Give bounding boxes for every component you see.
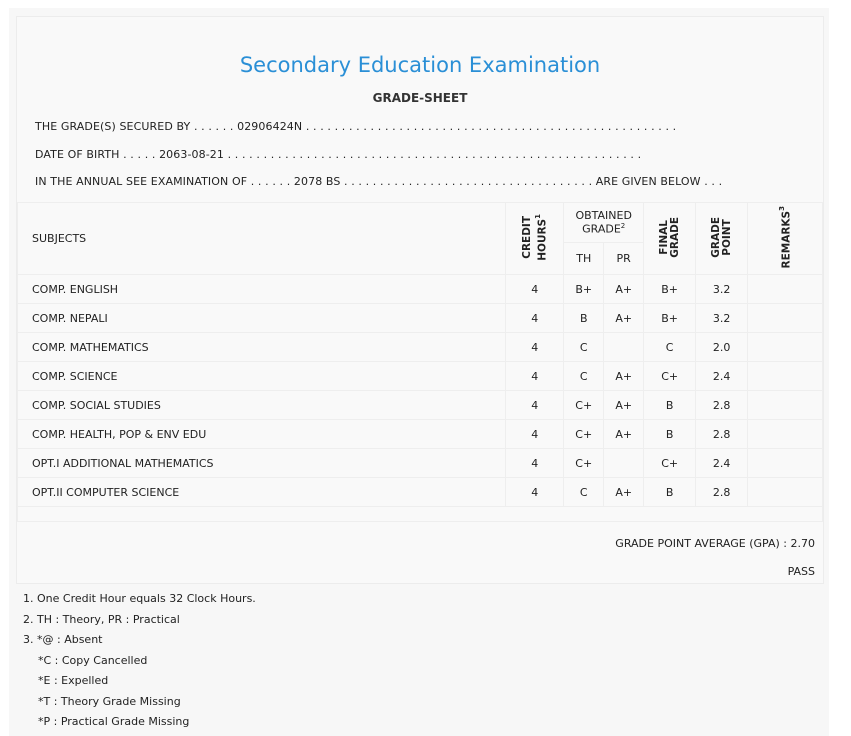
header-remarks: REMARKS$^3$ <box>748 203 823 275</box>
subject-cell: OPT.II COMPUTER SCIENCE <box>18 478 506 507</box>
theory-grade-cell: C+ <box>564 420 604 449</box>
credit-hours-cell: 4 <box>506 275 564 304</box>
subject-cell: COMP. SCIENCE <box>18 362 506 391</box>
subject-cell: COMP. MATHEMATICS <box>18 333 506 362</box>
footnote-item: *C : Copy Cancelled <box>38 653 148 667</box>
table-row <box>18 275 823 304</box>
credit-hours-cell: 4 <box>506 333 564 362</box>
remarks-cell <box>748 304 823 333</box>
subject-cell: COMP. NEPALI <box>18 304 506 333</box>
grade-point-cell: 2.8 <box>696 420 748 449</box>
grade-point-cell: 2.8 <box>696 391 748 420</box>
table-row <box>18 333 823 362</box>
practical-grade-cell <box>604 333 644 362</box>
secured-by-line: THE GRADE(S) SECURED BY . . . . . . 02906424N . . . . . . . . . . . . . . . . . . . . . . . . . . . . . . . . . . . . . . . . . . . . . . . . . . . . <box>35 120 677 133</box>
subject-cell: OPT.I ADDITIONAL MATHEMATICS <box>18 449 506 478</box>
exam-title: Secondary Education Examination <box>239 53 601 77</box>
result-status: PASS <box>787 565 815 578</box>
grade-sheet <box>9 8 829 736</box>
theory-grade-cell: B+ <box>564 275 604 304</box>
practical-grade-cell: A+ <box>604 391 644 420</box>
final-grade-cell: B <box>644 478 696 507</box>
theory-grade-cell: C <box>564 333 604 362</box>
remarks-cell <box>748 478 823 507</box>
final-grade-cell: C+ <box>644 449 696 478</box>
final-grade-cell: B <box>644 391 696 420</box>
remarks-cell <box>748 275 823 304</box>
final-grade-cell: B <box>644 420 696 449</box>
table-row <box>18 304 823 333</box>
grade-point-cell: 3.2 <box>696 275 748 304</box>
footnote-item: 1. One Credit Hour equals 32 Clock Hours. <box>23 592 256 605</box>
final-grade-cell: B+ <box>644 275 696 304</box>
grade-point-cell: 2.8 <box>696 478 748 507</box>
remarks-cell <box>748 333 823 362</box>
remarks-cell <box>748 362 823 391</box>
grade-point-cell: 2.4 <box>696 449 748 478</box>
practical-grade-cell: A+ <box>604 304 644 333</box>
header-pr: PR <box>604 243 644 275</box>
sheet-subtitle: GRADE-SHEET <box>372 91 468 105</box>
grade-point-cell: 3.2 <box>696 304 748 333</box>
practical-grade-cell <box>604 449 644 478</box>
subject-cell: COMP. SOCIAL STUDIES <box>18 391 506 420</box>
table-row <box>18 420 823 449</box>
theory-grade-cell: C <box>564 362 604 391</box>
footnote-item: *T : Theory Grade Missing <box>38 694 181 708</box>
credit-hours-cell: 4 <box>506 449 564 478</box>
remarks-cell <box>748 391 823 420</box>
credit-hours-cell: 4 <box>506 304 564 333</box>
header-subjects: SUBJECTS <box>18 203 506 275</box>
footnote-item: 2. TH : Theory, PR : Practical <box>23 612 180 626</box>
grade-point-cell: 2.4 <box>696 362 748 391</box>
table-row <box>18 362 823 391</box>
date-of-birth-line: DATE OF BIRTH . . . . . 2063-08-21 . . . . . . . . . . . . . . . . . . . . . . . . . . . . . . . . . . . . . . . . . . . . . . . . . . . . . . . . . . <box>35 148 642 161</box>
credit-hours-cell: 4 <box>506 478 564 507</box>
header-grade-point: GRADE POINT <box>696 203 748 275</box>
theory-grade-cell: C+ <box>564 449 604 478</box>
remarks-cell <box>748 449 823 478</box>
final-grade-cell: C+ <box>644 362 696 391</box>
examination-line: IN THE ANNUAL SEE EXAMINATION OF . . . . . . 2078 BS . . . . . . . . . . . . . . . . . . . . . . . . . . . . . . . . . . . ARE GIVEN BELOW . . . <box>35 175 723 188</box>
practical-grade-cell: A+ <box>604 420 644 449</box>
header-final-grade: FINAL GRADE <box>644 203 696 275</box>
grade-point-cell: 2.0 <box>696 333 748 362</box>
theory-grade-cell: B <box>564 304 604 333</box>
practical-grade-cell: A+ <box>604 362 644 391</box>
footnote-item: 3. *@ : Absent <box>23 633 103 646</box>
theory-grade-cell: C <box>564 478 604 507</box>
grades-table <box>17 202 823 522</box>
footnote-item: *P : Practical Grade Missing <box>38 715 190 728</box>
gpa-summary: GRADE POINT AVERAGE (GPA) : 2.70 <box>615 537 815 550</box>
footnote-item: *E : Expelled <box>38 674 109 687</box>
theory-grade-cell: C+ <box>564 391 604 420</box>
final-grade-cell: C <box>644 333 696 362</box>
subject-cell: COMP. HEALTH, POP & ENV EDU <box>18 420 506 449</box>
table-row <box>18 391 823 420</box>
header-credit-hours: CREDIT HOURS$^1$ <box>506 203 564 275</box>
header-obtained-grade: OBTAINED GRADE$^2$ <box>564 203 644 243</box>
practical-grade-cell: A+ <box>604 275 644 304</box>
grade-sheet-panel <box>16 16 824 584</box>
credit-hours-cell: 4 <box>506 420 564 449</box>
header-th: TH <box>564 243 604 275</box>
credit-hours-cell: 4 <box>506 391 564 420</box>
table-row <box>18 478 823 507</box>
final-grade-cell: B+ <box>644 304 696 333</box>
footnotes <box>23 589 256 733</box>
table-row-spacer <box>18 507 823 522</box>
subject-cell: COMP. ENGLISH <box>18 275 506 304</box>
credit-hours-cell: 4 <box>506 362 564 391</box>
table-row <box>18 449 823 478</box>
remarks-cell <box>748 420 823 449</box>
practical-grade-cell: A+ <box>604 478 644 507</box>
